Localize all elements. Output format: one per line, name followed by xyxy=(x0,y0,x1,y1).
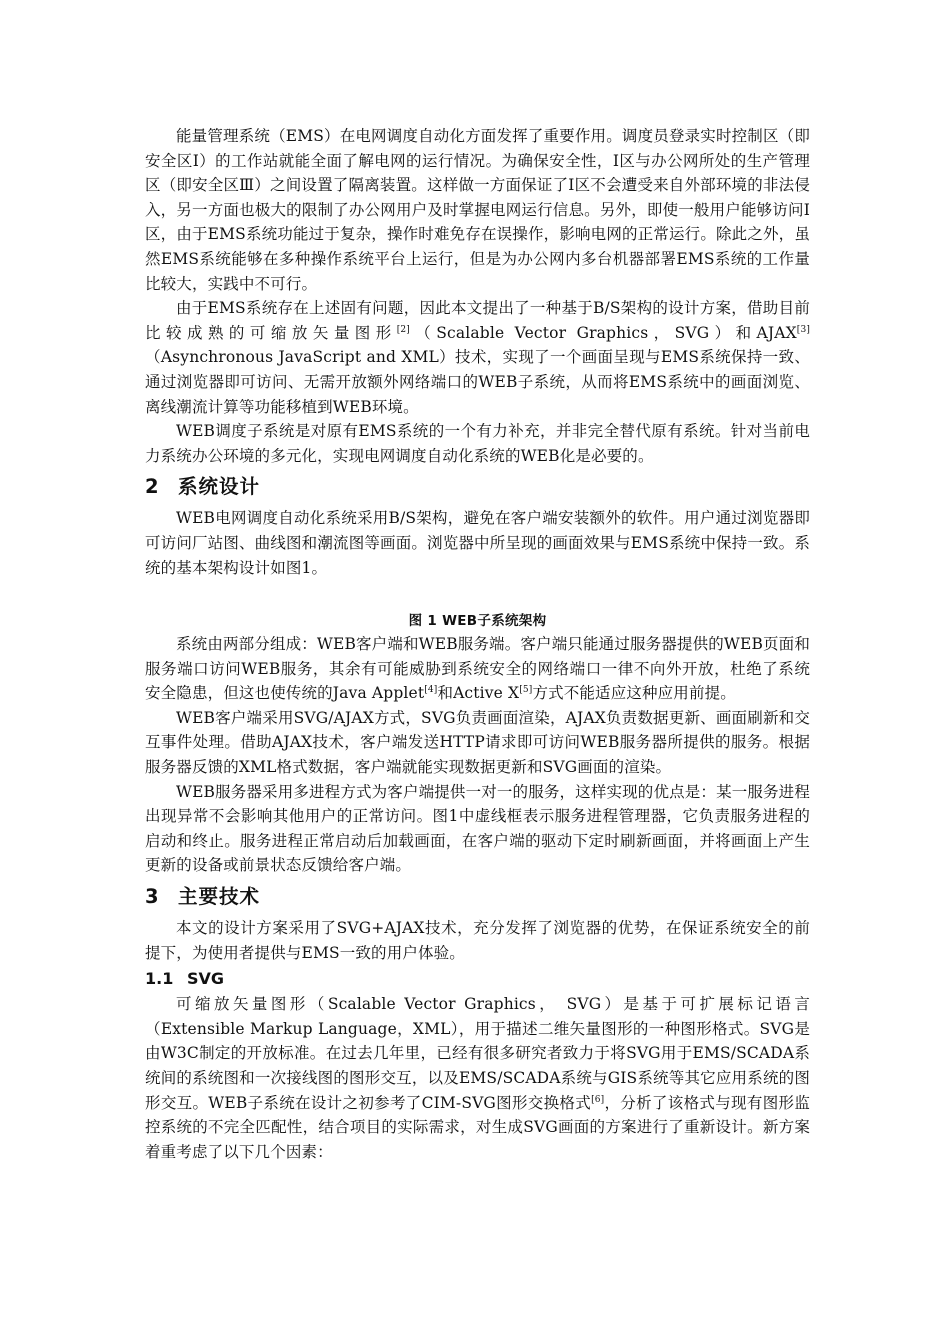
paragraph-ems-intro: 能量管理系统（EMS）在电网调度自动化方面发挥了重要作用。调度员登录实时控制区（即安全区Ⅰ）的工作站就能全面了解电网的运行情况。为确保安全性，Ⅰ区与办公网所处的生产管理区（即安全区Ⅲ）之间设置了隔离装置。这样做一方面保证了Ⅰ区不会遭受来自外部环境的非法侵入，另一方面也极大的限制了办公网用户及时掌握电网运行信息。另外，即使一般用户能够访问Ⅰ区，由于EMS系统功能过于复杂，操作时难免存在误操作，影响电网的正常运行。除此之外，虽然EMS系统能够在多种操作系统平台上运行，但是为办公网内多台机器部署EMS系统的工作量比较大，实践中不可行。 xyxy=(145,127,810,293)
paragraph-text: ，分析了该格式与现有图形监控系统的不完全匹配性，结合项目的实际需求，对生成SVG画面的方案进行了重新设计。新方案着重考虑了以下几个因素： xyxy=(145,1093,810,1161)
citation-ref: [4] xyxy=(424,685,438,696)
paragraph-text: 由于EMS系统存在上述固有问题，因此本文提出了一种基于B/S架构的设计方案，借助目前比较成熟的可缩放矢量图形 xyxy=(145,299,810,342)
subsection-number: 1.1 xyxy=(145,969,174,989)
paragraph-web-supplement: WEB调度子系统是对原有EMS系统的一个有力补充，并非完全替代原有系统。针对当前电力系统办公环境的多元化，实现电网调度自动化系统的WEB化是必要的。 xyxy=(145,422,810,465)
paragraph-text: 方式不能适应这种应用前提。 xyxy=(532,684,736,703)
paragraph-two-parts xyxy=(145,632,810,706)
section-heading-main-tech xyxy=(145,878,810,916)
citation-ref: [5] xyxy=(519,685,533,696)
paper-page xyxy=(145,124,810,1164)
paragraph-svg-detail xyxy=(145,992,810,1164)
figure-caption: 图 1 WEB子系统架构 xyxy=(408,613,547,630)
paragraph-text: （Scalable Vector Graphics，SVG）和AJAX xyxy=(409,323,797,342)
section-title: 系统设计 xyxy=(178,475,261,499)
citation-ref: [2] xyxy=(396,324,410,335)
paragraph-text: 和Active X xyxy=(437,684,520,703)
paragraph-svg-ajax: 本文的设计方案采用了SVG+AJAX技术，充分发挥了浏览器的优势，在保证系统安全的前提下，为使用者提供与EMS一致的用户体验。 xyxy=(145,919,810,962)
section-title: 主要技术 xyxy=(178,885,261,909)
paragraph-text: 可缩放矢量图形（Scalable Vector Graphics， SVG）是基于可扩展标记语言（Extensible Markup Language，XML），用于描述二维矢量图形的一种图形格式。SVG是由W3C制定的开放标准。在过去几年里，已经有很多研究者致力于将SVG用于EMS/SCADA系统间的系统图和一次接线图的图形交互，以及EMS/SCADA系统与GIS系统等其它应用系统的图形交互。WEB子系统在设计之初参考了CIM-SVG图形交换格式 xyxy=(145,995,810,1112)
paragraph-text: （Asynchronous JavaScript and XML）技术，实现了一个画面呈现与EMS系统保持一致、通过浏览器即可访问、无需开放额外网络端口的WEB子系统，从而将EMS系统中的画面浏览、离线潮流计算等功能移植到WEB环境。 xyxy=(145,348,810,416)
paragraph-bs-proposal xyxy=(145,296,810,419)
section-number: 3 xyxy=(145,885,160,909)
subsection-heading-svg xyxy=(145,965,810,992)
figure-area xyxy=(145,580,810,610)
citation-ref: [3] xyxy=(796,324,810,335)
paragraph-web-client: WEB客户端采用SVG/AJAX方式，SVG负责画面渲染，AJAX负责数据更新、画面刷新和交互事件处理。借助AJAX技术，客户端发送HTTP请求即可访问WEB服务器所提供的服务。根据服务器反馈的XML格式数据，客户端就能实现数据更新和SVG画面的渲染。 xyxy=(145,708,810,777)
paragraph-bs-architecture: WEB电网调度自动化系统采用B/S架构，避免在客户端安装额外的软件。用户通过浏览器即可访问厂站图、曲线图和潮流图等画面。浏览器中所呈现的画面效果与EMS系统中保持一致。系统的基本架构设计如图1。 xyxy=(145,509,810,577)
citation-ref: [6] xyxy=(591,1094,605,1105)
paragraph-text: 系统由两部分组成：WEB客户端和WEB服务端。客户端只能通过服务器提供的WEB页面和服务端口访问WEB服务，其余有可能威胁到系统安全的网络端口一律不向外开放，杜绝了系统安全隐患，但这也使传统的Java Applet xyxy=(145,635,810,703)
section-number: 2 xyxy=(145,475,160,499)
section-heading-system-design xyxy=(145,468,810,506)
subsection-title: SVG xyxy=(187,969,225,989)
paragraph-web-server: WEB服务器采用多进程方式为客户端提供一对一的服务，这样实现的优点是：某一服务进程出现异常不会影响其他用户的正常访问。图1中虚线框表示服务进程管理器，它负责服务进程的启动和终止。服务进程正常启动后加载画面，在客户端的驱动下定时刷新画面，并将画面上产生更新的设备或前景状态反馈给客户端。 xyxy=(145,782,810,875)
